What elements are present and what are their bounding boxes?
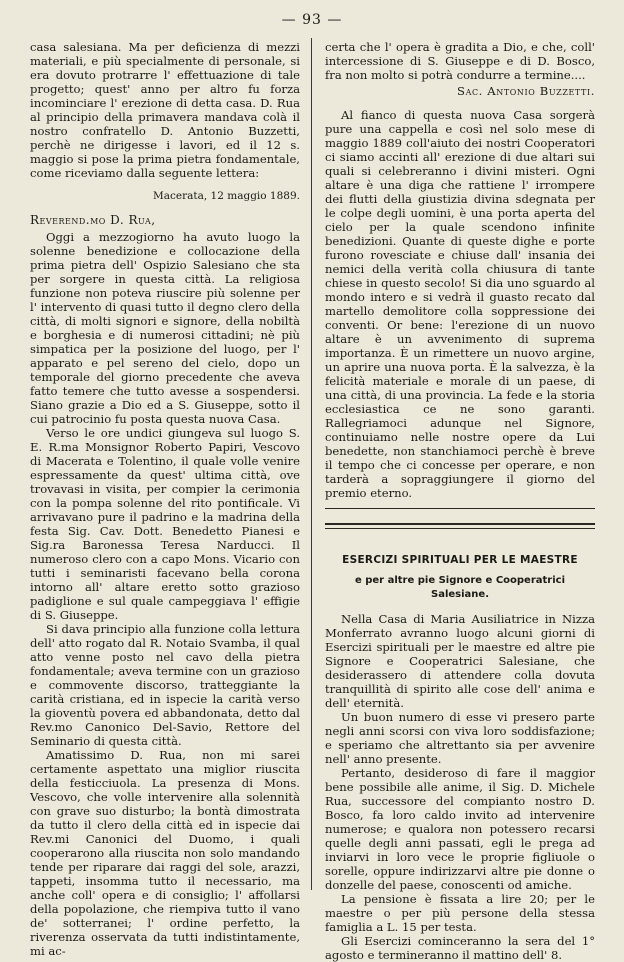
article-paragraph: Pertanto, desideroso di fare il maggior bene possibile alle anime, il Sig. D. Michele Rua, successore del compianto nostro D. Bosco, fa loro caldo invito ad intervenire numerose; e qualora non potessero recarsi quelle degli anni passati, egli le prega ad inviarvi in loro vece le proprie figliuole o sorelle, oppure indirizzarvi altre pie donne o donzelle del paese, conoscenti od amiche. bbox=[325, 766, 595, 892]
section-end-rule bbox=[325, 508, 595, 509]
letter-paragraph: Verso le ore undici giungeva sul luogo S. E. R.ma Monsignor Roberto Papiri, Vescovo di Macerata e Tolentino, il quale volle venire espressamente da quest' ultima città, ove trovavasi in visita, per compier la cerimonia con la pompa solenne del rito pontificale. Vi arrivavano pure il padrino e la madrina della festa Sig. Cav. Dott. Benedetto Pianesi e Sig.ra Baronessa Teresa Narducci. Il numeroso clero con a capo Mons. Vicario con tutti i seminaristi facevano bella corona intorno all' altare eretto sotto grazioso padiglione e sul quale campeggiava l' effigie di S. Giuseppe. bbox=[30, 426, 300, 622]
left-column bbox=[30, 40, 300, 958]
page-number: — 93 — bbox=[281, 12, 343, 28]
letter-paragraph: Oggi a mezzogiorno ha avuto luogo la solenne benedizione e collocazione della prima pietra dell' Ospizio Salesiano che sta per sorgere in questa città. La religiosa funzione non poteva riuscire più solenne per l' intervento di quasi tutto il degno clero della città, di molti signori e signore, della nobiltà e borghesia e di numerosi cittadini; nè più simpatica per la posizione del luogo, per l' apparato e pel sereno del cielo, dopo un temporale del giorno precedente che aveva fatto temere che tutto avesse a sospendersi. Siano grazie a Dio ed a S. Giuseppe, sotto il cui patrocinio fu posta questa nuova Casa. bbox=[30, 230, 300, 426]
letter-paragraph: Amatissimo D. Rua, non mi sarei certamente aspettato una miglior riuscita della festicciuola. La presenza di Mons. Vescovo, che volle intervenire alla solennità con grave suo disturbo; la bontà dimostrata da tutto il clero della città ed in ispecie dai Rev.mi Canonici del Duomo, i quali cooperarono alla riuscita non solo mandando tende per riparare dai raggi del sole, arazzi, tappeti, insomma tutto il necessario, ma anche coll' opera e di consiglio; l' affollarsi della popolazione, che riempiva tutto il vano de' sotterranei; l' ordine perfetto, la riverenza osservata da tutti indistintamente, mi ac- bbox=[30, 748, 300, 958]
section-divider bbox=[325, 523, 595, 529]
commentary-paragraph: Al fianco di questa nuova Casa sorgerà pure una cappella e così nel solo mese di maggio 1889 coll'aiuto dei nostri Cooperatori ci siamo accinti all' erezione di due altari sui quali si celebreranno i divini misteri. Ogni altare è una diga che rattiene l' irrompere dei flutti della giustizia divina sdegnata per le colpe degli uomini, è una porta aperta del cielo per la quale scendono infinite benedizioni. Quante di queste dighe e porte furono rovesciate e chiuse dall' insania dei nemici della verità colla chiusura di tante chiese in questo secolo! Si dia uno sguardo al mondo intero e si vedrà il guasto recato dal martello demolitore colla soppressione dei conventi. Or bene: l'erezione di un nuovo altare è un avvenimento di suprema importanza. È un rimettere un nuovo argine, un aprire una nuova porta. È la salvezza, è la felicità materiale e morale di un paese, di una città, di una provincia. La fede e la storia ecclesiastica ce ne sono garanti. Rallegriamoci adunque nel Signore, continuiamo nelle nostre opere da Lui benedette, non stanchiamoci perchè è breve il tempo che ci concesse per operare, e non tarderà a sopraggiungere il giorno del premio eterno. bbox=[325, 108, 595, 500]
letter-dateline: Macerata, 12 maggio 1889. bbox=[153, 190, 300, 202]
section-title: ESERCIZI SPIRITUALI PER LE MAESTRE bbox=[342, 554, 578, 566]
letter-paragraph: Si dava principio alla funzione colla lettura dell' atto rogato dal R. Notaio Svamba, il qual atto venne posto nel cavo della pietra fondamentale; aveva termine con un grazioso e commovente discorso, tratteggiante la carità cristiana, ed in ispecie la carità verso la gioventù povera ed abbandonata, detto dal Rev.mo Canonico Del-Savio, Rettore del Seminario di questa città. bbox=[30, 622, 300, 748]
article-paragraph: Gli Esercizi cominceranno la sera del 1° agosto e termineranno il mattino dell' 8. bbox=[325, 934, 595, 962]
column-divider bbox=[311, 38, 312, 890]
letter-signature: Sac. Antonio Buzzetti. bbox=[457, 84, 595, 98]
section-subtitle: e per altre pie Signore e Cooperatrici Salesiane. bbox=[354, 575, 566, 600]
right-column bbox=[325, 40, 595, 962]
article-paragraph: La pensione è fissata a lire 20; per le maestre o per più persone della stessa famiglia a L. 15 per testa. bbox=[325, 892, 595, 934]
article-paragraph: Un buon numero di esse vi presero parte negli anni scorsi con viva loro soddisfazione; e speriamo che altrettanto sia per avvenire nell' anno presente. bbox=[325, 710, 595, 766]
letter-continuation: certa che l' opera è gradita a Dio, e che, coll' intercessione di S. Giuseppe e di D. Bosco, fra non molto si potrà condurre a termine.... bbox=[325, 40, 595, 82]
article-paragraph: Nella Casa di Maria Ausiliatrice in Nizza Monferrato avranno luogo alcuni giorni di Esercizi spirituali per le maestre ed altre pie Signore e Cooperatrici Salesiane, che desiderassero di attendere colla dovuta tranquillità di spirito alle cose dell' anima e dell' eternità. bbox=[325, 612, 595, 710]
letter-salutation: Reverend.mo D. Rua, bbox=[30, 213, 156, 227]
intro-paragraph: casa salesiana. Ma per deficienza di mezzi materiali, e più specialmente di personale, si era dovuto protrarre l' effettuazione di tale progetto; quest' anno per altro fu forza incominciare l' erezione di detta casa. D. Rua al principio della primavera mandava colà il nostro confratello D. Antonio Buzzetti, perchè ne dirigesse i lavori, ed il 12 s. maggio si pose la prima pietra fondamentale, come riceviamo dalla seguente lettera: bbox=[30, 40, 300, 180]
